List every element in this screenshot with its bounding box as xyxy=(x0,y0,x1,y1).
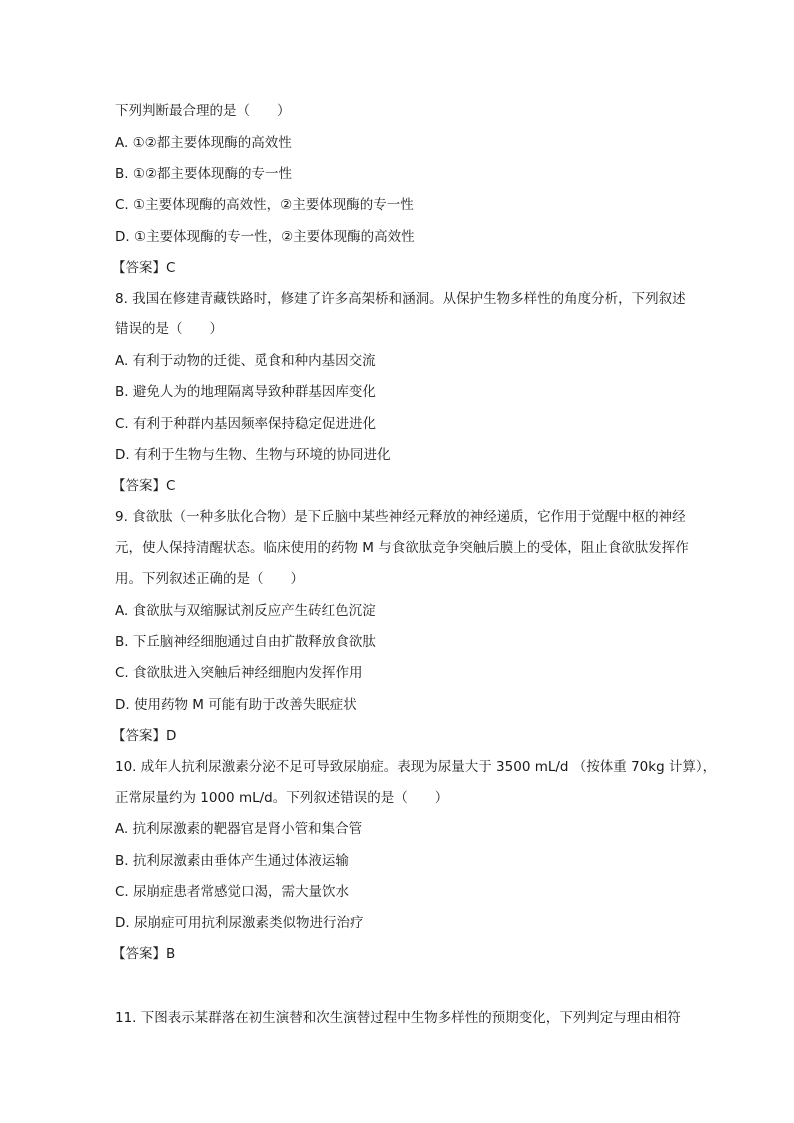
q10-option-a: A. 抗利尿激素的靶器官是肾小管和集合管 xyxy=(115,821,363,837)
answer-value: D xyxy=(166,728,177,744)
q8-option-c: C. 有利于种群内基因频率保持稳定促进进化 xyxy=(115,416,377,432)
q7-answer xyxy=(112,258,175,278)
q9-answer xyxy=(112,726,176,746)
q7-option-b: B. ①②都主要体现酶的专一性 xyxy=(115,166,293,182)
q9-stem-line-3: 用。下列叙述正确的是（ ） xyxy=(115,571,304,587)
answer-value: C xyxy=(166,478,176,494)
q11-stem-line-1: 11. 下图表示某群落在初生演替和次生演替过程中生物多样性的预期变化，下列判定与理由相符 xyxy=(115,1010,681,1026)
answer-label: 【答案】 xyxy=(112,728,166,744)
q8-option-b: B. 避免人为的地理隔离导致种群基因库变化 xyxy=(115,384,376,400)
q10-stem-line-2: 正常尿量约为 1000 mL/d。下列叙述错误的是（ ） xyxy=(115,790,449,806)
q10-option-d: D. 尿崩症可用抗利尿激素类似物进行治疗 xyxy=(115,915,364,931)
q9-stem-line-1: 9. 食欲肽（一种多肽化合物）是下丘脑中某些神经元释放的神经递质，它作用于觉醒中枢的神经 xyxy=(115,509,686,525)
answer-value: B xyxy=(166,946,176,962)
answer-label: 【答案】 xyxy=(112,260,166,276)
q9-option-c: C. 食欲肽进入突触后神经细胞内发挥作用 xyxy=(115,665,363,681)
answer-label: 【答案】 xyxy=(112,946,166,962)
q7-stem: 下列判断最合理的是（ ） xyxy=(115,103,291,119)
q9-option-a: A. 食欲肽与双缩脲试剂反应产生砖红色沉淀 xyxy=(115,603,376,619)
q9-stem-line-2: 元，使人保持清醒状态。临床使用的药物 M 与食欲肽竞争突触后膜上的受体，阻止食欲肽发挥作 xyxy=(115,540,689,556)
q7-option-a: A. ①②都主要体现酶的高效性 xyxy=(115,135,292,151)
q10-answer xyxy=(112,944,175,964)
answer-value: C xyxy=(166,260,176,276)
q8-answer xyxy=(112,476,175,496)
q9-option-d: D. 使用药物 M 可能有助于改善失眠症状 xyxy=(115,697,357,713)
q8-stem-line-2: 错误的是（ ） xyxy=(115,321,223,337)
q7-option-c: C. ①主要体现酶的高效性，②主要体现酶的专一性 xyxy=(115,197,414,213)
q9-option-b: B. 下丘脑神经细胞通过自由扩散释放食欲肽 xyxy=(115,634,376,650)
q10-option-b: B. 抗利尿激素由垂体产生通过体液运输 xyxy=(115,853,349,869)
q7-option-d: D. ①主要体现酶的专一性，②主要体现酶的高效性 xyxy=(115,229,415,245)
q8-option-d: D. 有利于生物与生物、生物与环境的协同进化 xyxy=(115,447,391,463)
q10-stem-line-1: 10. 成年人抗利尿激素分泌不足可导致尿崩症。表现为尿量大于 3500 mL/d （按体重 70kg 计算）， xyxy=(115,759,717,775)
q8-stem-line-1: 8. 我国在修建青藏铁路时，修建了许多高架桥和涵洞。从保护生物多样性的角度分析，下列叙述 xyxy=(115,291,686,307)
q10-option-c: C. 尿崩症患者常感觉口渴，需大量饮水 xyxy=(115,884,350,900)
q8-option-a: A. 有利于动物的迁徙、觅食和种内基因交流 xyxy=(115,353,376,369)
answer-label: 【答案】 xyxy=(112,478,166,494)
